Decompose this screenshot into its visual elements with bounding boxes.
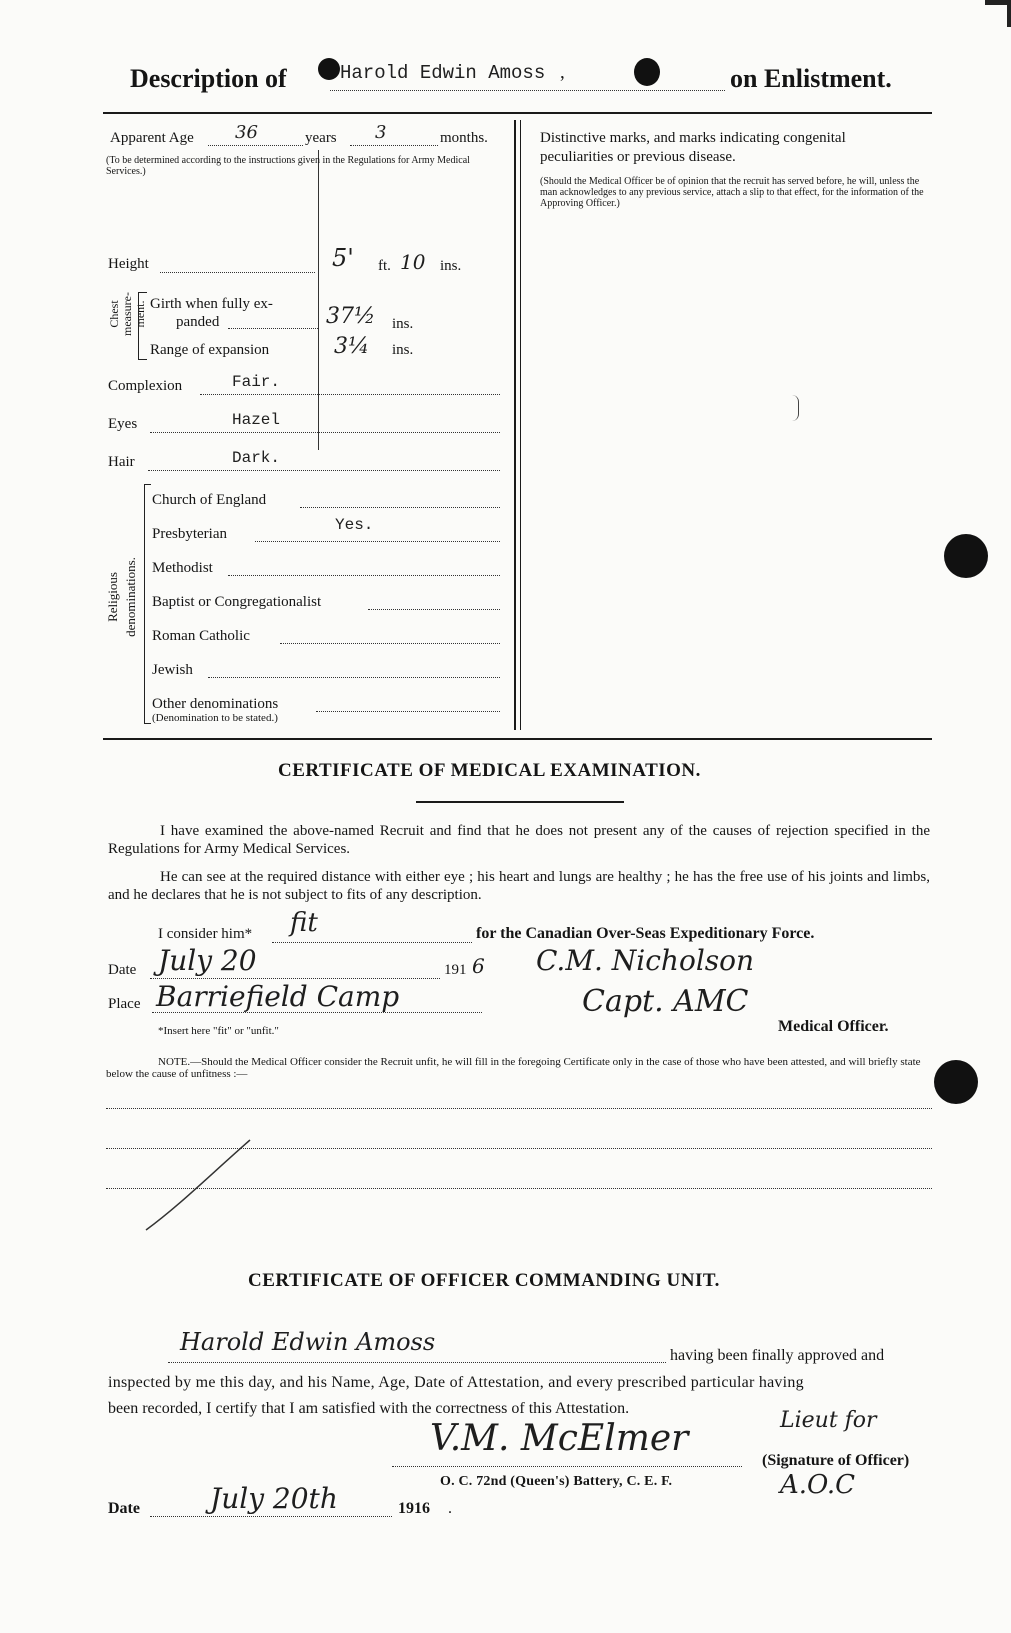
eyes-label: Eyes [108, 416, 138, 432]
girth-label-2: panded [176, 314, 220, 330]
age-years-value: 36 [235, 122, 258, 143]
religion-jewish-line [208, 677, 500, 678]
religion-rc: Roman Catholic [152, 628, 250, 644]
commanding-name-line [168, 1362, 666, 1363]
religion-presbyterian: Presbyterian [152, 526, 227, 542]
inches-label: ins. [440, 258, 462, 274]
section-bottom-rule [103, 738, 932, 740]
name-fill-line [330, 90, 725, 91]
medical-paragraph-1: I have examined the above-named Recruit and find that he does not present any of the causes of rejection specified in the Regulations for Army Medical Services. [108, 823, 930, 857]
commanding-date-label: Date [108, 1500, 140, 1517]
commanding-date-line [150, 1516, 392, 1517]
girth-label-1: Girth when fully ex- [150, 296, 273, 312]
chest-side-label: Chest measure-ment. [107, 292, 147, 336]
punch-hole-right-2 [934, 1060, 978, 1104]
medical-paragraph-2: He can see at the required distance with either eye ; his heart and lungs are healthy ; he has the free use of his joints and limbs, and he declares that he is not subject to fits of any description. [108, 869, 930, 903]
force-label: for the Canadian Over-Seas Expeditionary Force. [476, 925, 815, 942]
chest-bracket [138, 292, 147, 360]
height-inches-value: 10 [400, 250, 426, 274]
commanding-year-period: . [448, 1500, 452, 1517]
medical-date-line [150, 978, 440, 979]
medical-place-line [152, 1012, 482, 1013]
hair-value: Dark. [232, 449, 281, 467]
insert-note: *Insert here "fit" or "unfit." [158, 1025, 279, 1037]
age-note: (To be determined according to the instructions given in the Regulations for Army Medical Services.) [106, 155, 470, 177]
unit-stamp: O. C. 72nd (Queen's) Battery, C. E. F. [440, 1474, 673, 1489]
religion-baptist: Baptist or Congregationalist [152, 594, 322, 610]
medical-year-digit: 6 [472, 954, 485, 978]
medical-year-label: 191 [444, 962, 467, 978]
years-label: years [305, 130, 337, 146]
medical-officer-label: Medical Officer. [778, 1018, 889, 1035]
medical-certificate-title: CERTIFICATE OF MEDICAL EXAMINATION. [278, 760, 701, 781]
age-months-value: 3 [375, 122, 387, 143]
title-prefix: Description of [130, 64, 287, 93]
religion-baptist-line [368, 609, 500, 610]
height-label: Height [108, 256, 149, 272]
medical-date-value: July 20 [158, 944, 257, 977]
hair-line [148, 470, 500, 471]
religion-other-note: (Denomination to be stated.) [152, 712, 278, 724]
range-ins-label: ins. [392, 342, 414, 358]
medical-title-underline [416, 801, 624, 803]
range-label: Range of expansion [150, 342, 270, 358]
medical-officer-signature: C.M. Nicholson [536, 944, 755, 977]
signature-of-officer-label: (Signature of Officer) [762, 1452, 910, 1469]
oc-mark: A.O.C [780, 1470, 855, 1500]
religion-jewish: Jewish [152, 662, 193, 678]
height-line [160, 272, 315, 273]
girth-ins-label: ins. [392, 316, 414, 332]
range-value: 3¼ [334, 334, 370, 359]
pencil-mark [792, 395, 799, 421]
commanding-officer-rank: Lieut for [780, 1408, 877, 1433]
medical-place-value: Barriefield Camp [156, 980, 400, 1013]
fitness-value: fit [290, 908, 318, 938]
commanding-line-2: inspected by me this day, and his Name, Age, Date of Attestation, and every prescribed particular having [108, 1374, 804, 1391]
eyes-value: Hazel [232, 411, 281, 429]
punch-hole-top-right [634, 58, 660, 86]
religion-presbyterian-line [255, 541, 500, 542]
distinctive-marks-note: (Should the Medical Officer be of opinion that the recruit has served before, he will, unless the man acknowledges to any previous service, attach a slip to that effect, for the information of the Approving Officer.) [540, 176, 924, 209]
medical-date-label: Date [108, 962, 137, 978]
commanding-line-1-tail: having been finally approved and [670, 1347, 885, 1364]
commanding-date-value: July 20th [210, 1482, 338, 1515]
title-comma: , [560, 62, 565, 83]
medical-place-label: Place [108, 996, 141, 1012]
religion-rc-line [280, 643, 500, 644]
religion-coe: Church of England [152, 492, 267, 508]
religion-methodist: Methodist [152, 560, 213, 576]
top-rule [103, 112, 932, 114]
value-column-rule [318, 150, 319, 450]
commanding-year: 1916 [398, 1500, 430, 1517]
commanding-signature-line [392, 1466, 742, 1467]
title-suffix: on Enlistment. [730, 64, 892, 93]
distinctive-marks-label-1: Distinctive marks, and marks indicating congenital [540, 130, 846, 146]
age-years-line [208, 145, 303, 146]
months-label: months. [440, 130, 488, 146]
eyes-line [150, 432, 500, 433]
cancel-stroke [140, 1135, 260, 1235]
corner-mark [985, 0, 1011, 27]
middle-column-rule-1 [514, 120, 516, 730]
distinctive-marks-label-2: peculiarities or previous disease. [540, 149, 736, 165]
complexion-label: Complexion [108, 378, 183, 394]
unfitness-note: NOTE.—Should the Medical Officer consider the Recruit unfit, he will fill in the foregoing Certificate only in the case of those who have been attested, and will briefly state below the cause of unfitness :— [106, 1056, 921, 1080]
hair-label: Hair [108, 454, 135, 470]
girth-value: 37½ [326, 304, 376, 329]
punch-hole-top-left [318, 58, 340, 80]
middle-column-rule-2 [520, 120, 521, 730]
complexion-value: Fair. [232, 373, 281, 391]
religion-other: Other denominations [152, 696, 279, 712]
unfitness-line-1 [106, 1108, 932, 1109]
apparent-age-label: Apparent Age [110, 130, 194, 146]
age-months-line [350, 145, 438, 146]
girth-line [228, 328, 318, 329]
complexion-line [200, 394, 500, 395]
religion-other-line [316, 711, 500, 712]
medical-officer-rank: Capt. AMC [582, 984, 749, 1019]
religion-coe-line [300, 507, 500, 508]
religion-bracket [144, 484, 151, 724]
commanding-recruit-name: Harold Edwin Amoss [180, 1328, 436, 1356]
consider-label: I consider him* [158, 926, 253, 942]
commanding-certificate-title: CERTIFICATE OF OFFICER COMMANDING UNIT. [248, 1270, 720, 1291]
commanding-officer-signature: V.M. McElmer [430, 1418, 689, 1459]
fitness-line [272, 942, 472, 943]
religion-methodist-line [228, 575, 500, 576]
presbyterian-value: Yes. [335, 516, 374, 534]
height-feet-value: 5' [332, 244, 354, 272]
religion-side-label: Religious denominations. [105, 557, 138, 637]
recruit-name: Harold Edwin Amoss [340, 62, 546, 84]
commanding-line-3: been recorded, I certify that I am satisfied with the correctness of this Attestation. [108, 1400, 630, 1417]
punch-hole-right-1 [944, 534, 988, 578]
feet-label: ft. [378, 258, 391, 274]
